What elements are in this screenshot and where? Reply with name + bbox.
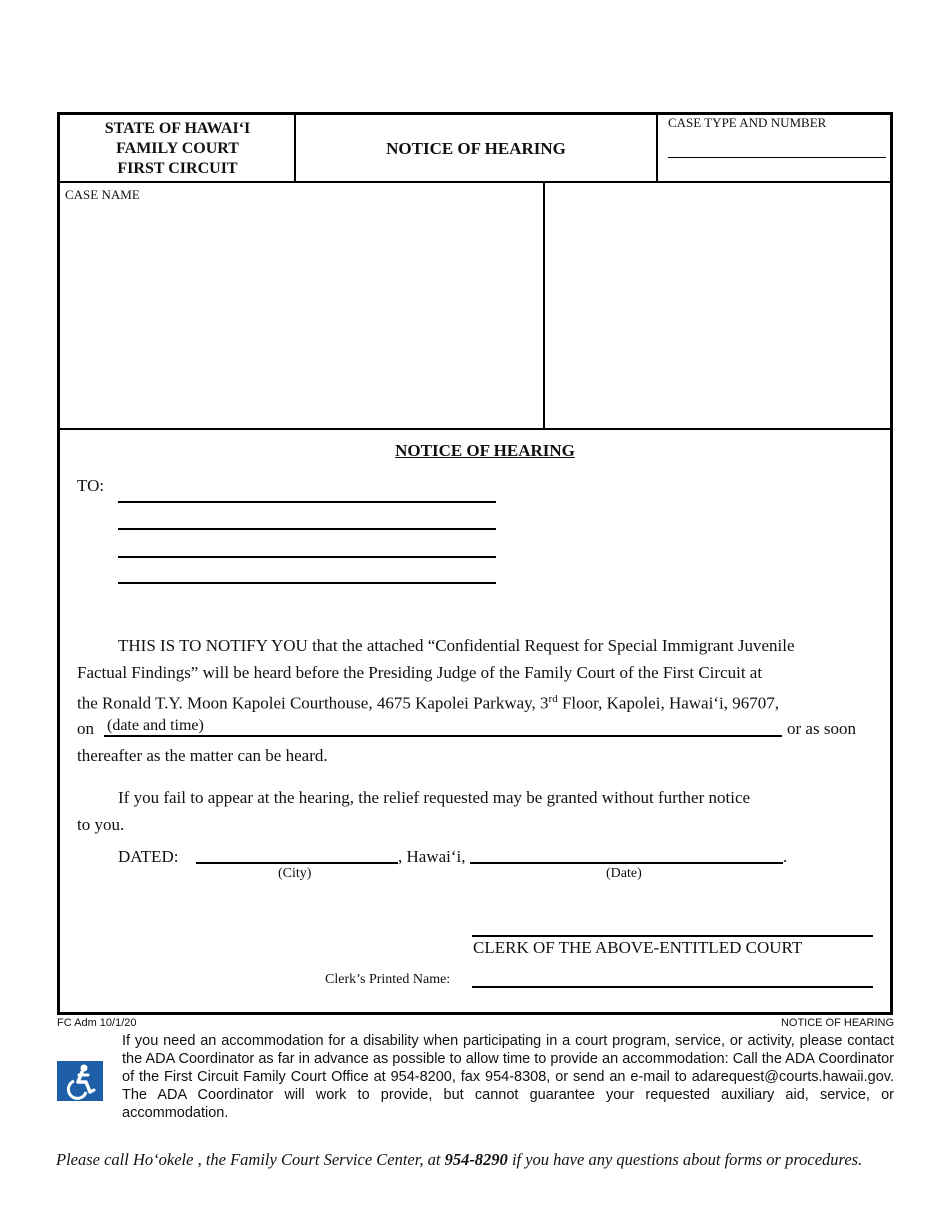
hawaii-label: , Hawai‘i, [398,847,466,866]
notice-title: NOTICE OF HEARING [395,441,575,460]
help-line [56,1150,896,1170]
help-line-phone: 954-8290 [444,1150,508,1169]
to-line-4[interactable] [118,582,496,584]
date-caption: (Date) [606,866,642,881]
court-name [60,119,295,179]
to-line-2[interactable] [118,528,496,530]
case-number-field[interactable] [668,157,886,158]
para1-line3-sup: rd [548,693,558,705]
court-line1: STATE OF HAWAI‘I [104,120,251,137]
case-type-label: CASE TYPE AND NUMBER [668,115,827,130]
city-caption: (City) [278,866,312,881]
para2-line1: If you fail to appear at the hearing, the relief requested may be granted without further notice [118,788,751,807]
on-label: on [77,719,94,738]
to-line-1[interactable] [118,501,496,503]
para1-line1: THIS IS TO NOTIFY YOU that the attached “Confidential Request for Special Immigrant Juvenile [118,636,795,655]
form-frame [57,112,893,1015]
city-field[interactable] [196,862,398,864]
case-name-bottom-line [58,428,892,430]
court-line3: FIRST CIRCUIT [117,160,238,177]
para1-line5: thereafter as the matter can be heard. [77,746,328,765]
court-line2: FAMILY COURT [116,140,239,157]
help-line-post: if you have any questions about forms or procedures. [507,1150,863,1169]
date-time-hint: (date and time) [107,717,204,734]
accessibility-icon [57,1061,103,1101]
para1-line3-post: Floor, Kapolei, Hawai‘i, 96707, [557,693,779,713]
clerk-printed-label: Clerk’s Printed Name: [325,972,451,987]
case-name-label: CASE NAME [65,187,140,202]
para2-line2: to you. [77,815,125,834]
help-line-pre: Please call Ho‘okele , the Family Court Service Center, at [56,1150,445,1169]
dated-period: . [783,847,788,866]
date-time-field[interactable] [104,735,782,737]
form-id: FC Adm 10/1/20 [57,1017,137,1029]
date-field[interactable] [470,862,783,864]
form-name-footer: NOTICE OF HEARING [780,1017,894,1029]
case-name-divider [543,182,545,429]
para1-line3-pre: the Ronald T.Y. Moon Kapolei Courthouse, 4675 Kapolei Parkway, 3 [77,693,549,713]
clerk-signature-line[interactable] [472,935,873,937]
or-as-soon: or as soon [787,719,856,738]
clerk-printed-name-field[interactable] [472,986,873,988]
ada-notice: If you need an accommodation for a disability when participating in a court program, service, or activity, please contact the ADA Coordinator as far in advance as possible to allow time to provide an accommodation: Call the ADA Coordinator of the First Circuit Family Court Office at 954-8200, fax 954-8308, or send an e-mail to adarequest@courts.hawaii.gov. The ADA Coordinator will work to provide, but cannot guarantee your requested auxiliary aid, service, or accommodation. [122,1033,894,1121]
para1-line3 [77,686,779,717]
to-line-3[interactable] [118,556,496,558]
to-label: TO: [77,476,105,495]
form-title: NOTICE OF HEARING [386,139,566,158]
header-bottom-line [58,181,892,183]
dated-label: DATED: [118,847,179,866]
header-divider-right [656,115,658,182]
clerk-title: CLERK OF THE ABOVE-ENTITLED COURT [473,938,803,957]
para1-line2: Factual Findings” will be heard before the Presiding Judge of the Family Court of the First Circuit at [77,663,763,682]
